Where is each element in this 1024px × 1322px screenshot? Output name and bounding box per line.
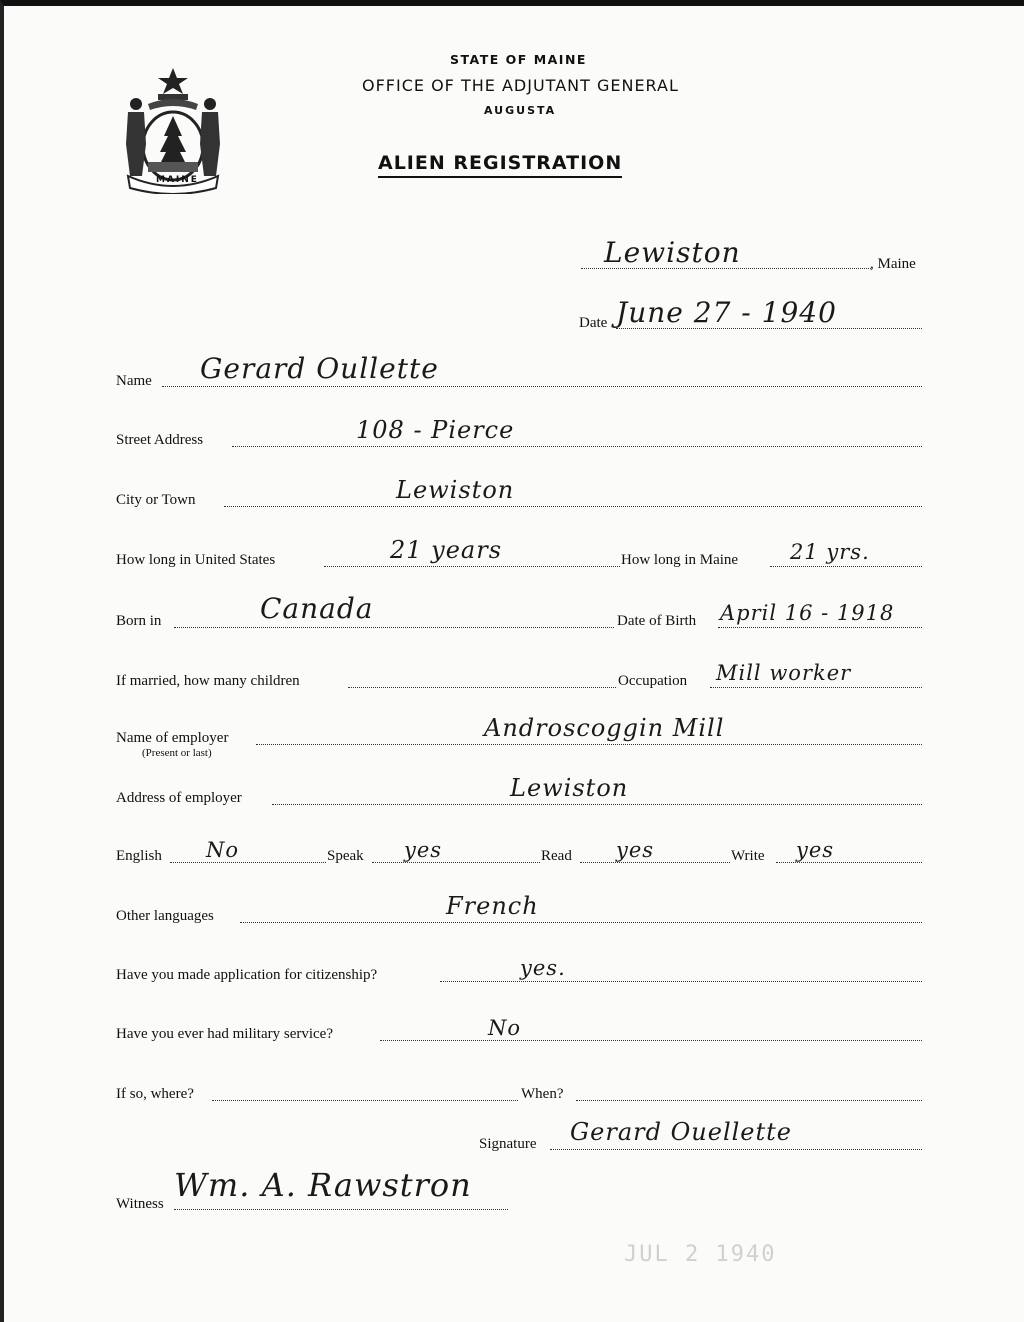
english-value: No [206,838,240,862]
page-title: ALIEN REGISTRATION [378,152,622,178]
dob-label: Date of Birth [617,613,697,629]
signature-value: Gerard Ouellette [570,1118,793,1146]
witness-value: Wm. A. Rawstron [174,1166,472,1204]
other-languages-value: French [446,892,539,920]
where-label: If so, where? [116,1086,194,1102]
place-value: Lewiston [604,236,741,269]
married-label: If married, how many children [116,673,300,689]
how-long-us-label: How long in United States [116,552,276,568]
how-long-maine-label: How long in Maine [621,552,739,568]
employer-value: Androscoggin Mill [484,714,725,742]
born-in-label: Born in [116,613,162,629]
write-label: Write [731,848,765,864]
name-label: Name [116,373,152,389]
military-label: Have you ever had military service? [116,1026,333,1042]
date-value: June 27 - 1940 [616,296,837,329]
street-label: Street Address [116,432,204,448]
occupation-value: Mill worker [716,661,852,685]
occupation-label: Occupation [618,673,688,689]
employer-label: Name of employer [116,730,229,746]
read-value: yes [616,838,655,862]
street-value: 108 - Pierce [356,416,515,444]
maine-label: , Maine [870,256,916,272]
military-value: No [488,1016,522,1040]
when-label: When? [521,1086,564,1102]
name-value: Gerard Oullette [200,352,439,385]
signature-label: Signature [479,1136,537,1152]
other-languages-label: Other languages [116,908,214,924]
write-value: yes [796,838,835,862]
english-label: English [116,848,162,864]
read-label: Read [541,848,572,864]
citizenship-label: Have you made application for citizenship? [116,967,378,983]
witness-label: Witness [116,1196,164,1212]
state-seal-icon [118,64,228,194]
seal-banner-text: MAINE [156,175,199,185]
header-office: OFFICE OF THE ADJUTANT GENERAL [362,76,679,95]
employer-note: (Present or last) [142,747,212,759]
dob-value: April 16 - 1918 [720,601,895,625]
city-value: Lewiston [396,476,515,504]
years-maine-value: 21 yrs. [790,540,870,564]
header-state: STATE OF MAINE [450,52,587,67]
born-in-value: Canada [260,592,374,625]
years-us-value: 21 years [390,536,503,564]
citizenship-value: yes. [520,956,566,980]
speak-label: Speak [327,848,364,864]
header-city: AUGUSTA [484,104,557,117]
employer-address-label: Address of employer [116,790,242,806]
city-label: City or Town [116,492,196,508]
speak-value: yes [404,838,443,862]
employer-address-value: Lewiston [510,774,629,802]
received-stamp: JUL 2 1940 [624,1242,777,1267]
date-label: Date [579,315,608,331]
